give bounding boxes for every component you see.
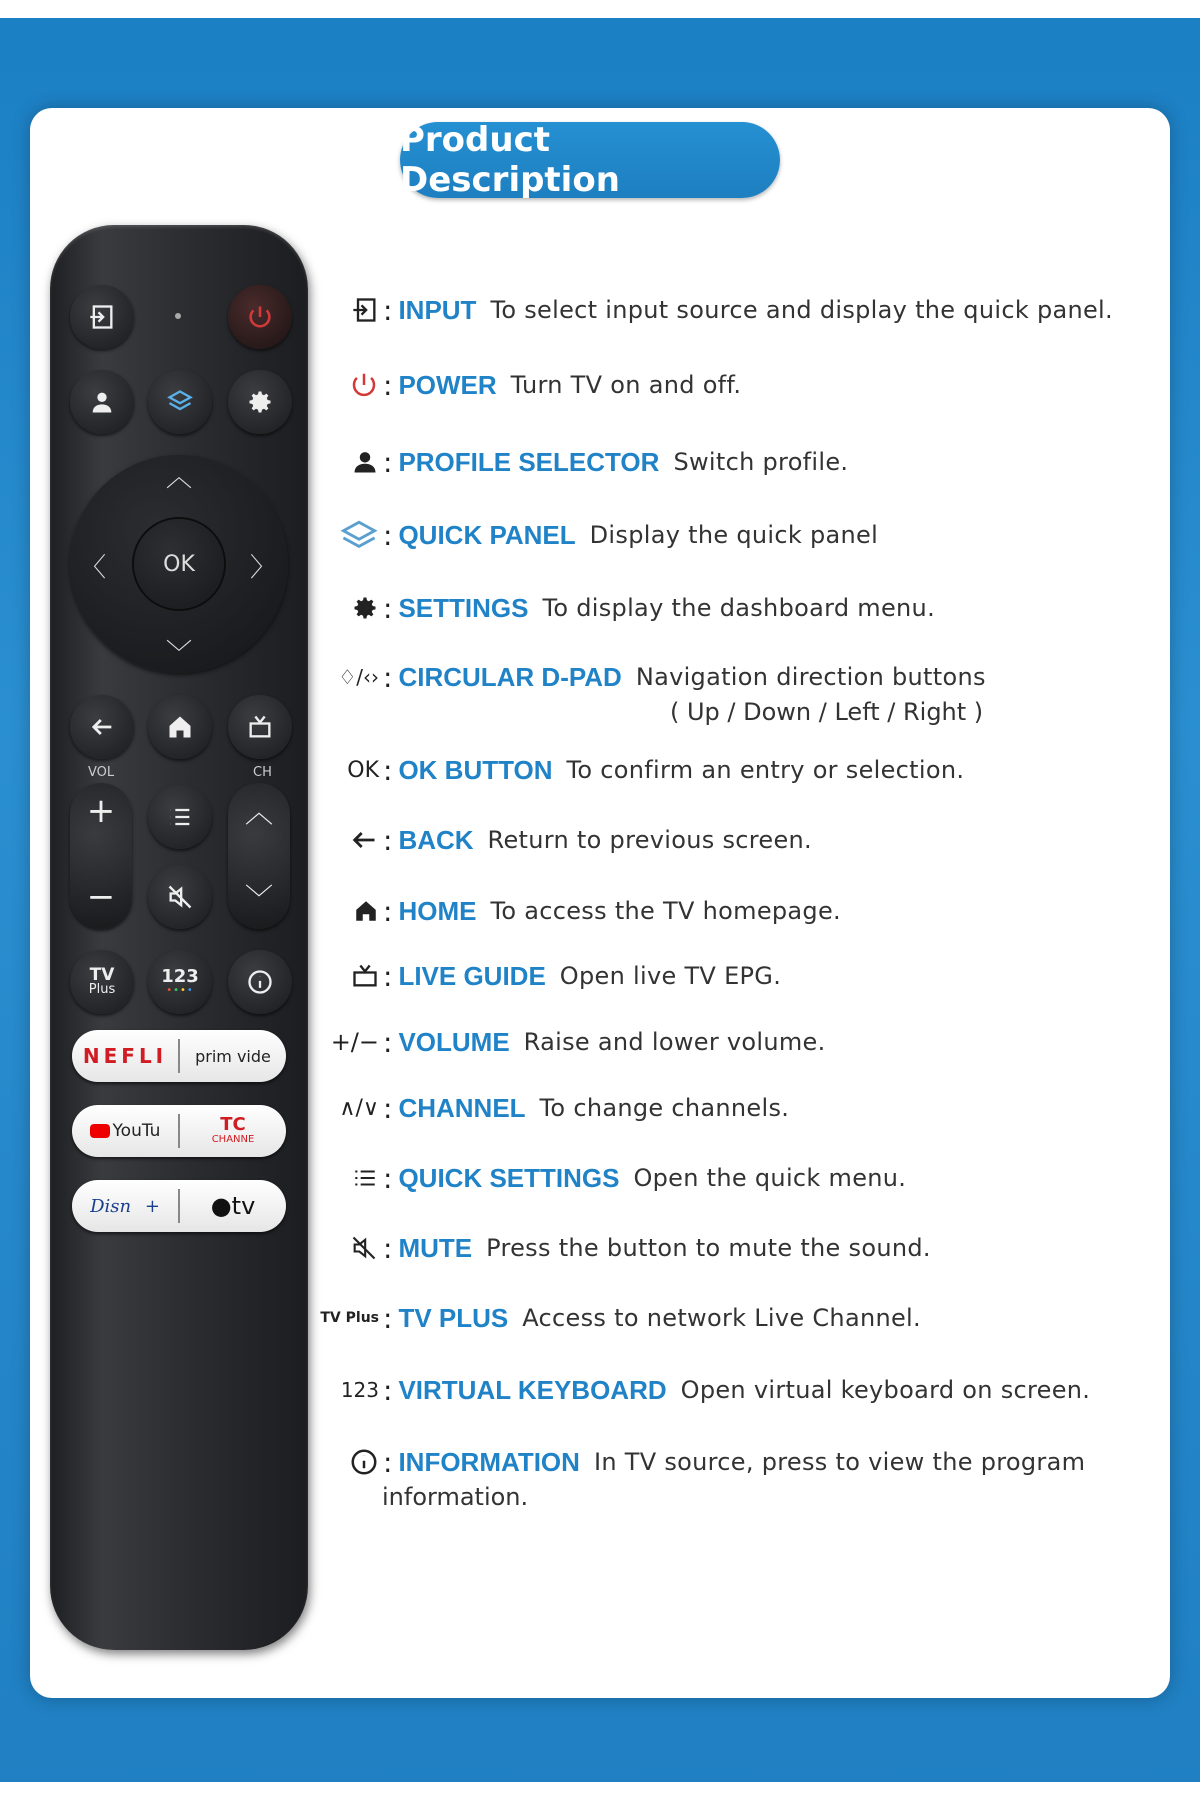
legend-row-ok: [325, 750, 964, 790]
info-icon: [246, 968, 274, 996]
remote-settings-button[interactable]: [228, 370, 292, 434]
colon: :: [383, 753, 393, 787]
legend-key: OK BUTTON: [398, 754, 553, 785]
legend-row-information: [325, 1442, 1085, 1482]
tvplus-top: TV: [89, 965, 115, 985]
dpad-symbol: ♢/‹›: [338, 665, 379, 689]
legend-row-back: [325, 820, 812, 860]
tv-guide-icon: [351, 962, 379, 990]
back-arrow-icon: [88, 713, 116, 741]
remote-input-button[interactable]: [70, 285, 134, 349]
legend-desc: Access to network Live Channel.: [522, 1304, 921, 1332]
channel-down-icon[interactable]: ﹀: [244, 882, 273, 915]
youtube-button[interactable]: [72, 1121, 178, 1141]
dpad-right-icon[interactable]: 〉: [250, 553, 277, 583]
tv-guide-icon: [246, 713, 274, 741]
legend-desc: To display the dashboard menu.: [542, 594, 935, 622]
remote-volume-rocker[interactable]: [70, 783, 132, 929]
input-icon: [351, 296, 379, 324]
remote-netflix-prime-button[interactable]: [72, 1030, 286, 1082]
disney-button[interactable]: [72, 1196, 178, 1217]
legend-desc: Switch profile.: [673, 448, 849, 476]
legend-row-profile: [325, 442, 848, 482]
colon: :: [383, 1161, 393, 1195]
legend-row-dpad: [325, 657, 986, 697]
remote-quick-settings-button[interactable]: [148, 785, 212, 849]
remote-back-button[interactable]: [70, 695, 134, 759]
remote-profile-button[interactable]: [70, 370, 134, 434]
disney-label: Disn: [90, 1195, 132, 1217]
remote-channel-rocker[interactable]: [228, 783, 290, 929]
legend-desc: To change channels.: [539, 1094, 790, 1122]
legend-desc: Open virtual keyboard on screen.: [680, 1376, 1091, 1404]
legend-key: PROFILE SELECTOR: [398, 446, 660, 477]
legend-desc: Navigation direction buttons: [635, 663, 986, 691]
netflix-label[interactable]: NEFLI: [82, 1044, 168, 1068]
legend-key: HOME: [398, 895, 477, 926]
mute-icon: [166, 883, 194, 911]
remote-ok-button[interactable]: OK: [134, 519, 224, 609]
tcl-label: TC: [220, 1114, 246, 1135]
apple-tv-label: tv: [231, 1192, 256, 1220]
keyboard-label: 123: [161, 966, 199, 987]
remote-youtube-tcl-button[interactable]: [72, 1105, 286, 1157]
top-border: [0, 0, 1200, 18]
profile-icon: [88, 388, 116, 416]
legend-key: INPUT: [398, 294, 477, 325]
vol-label: VOL: [88, 765, 115, 780]
quick-panel-icon: [166, 388, 194, 416]
legend-row-input: [325, 290, 1113, 330]
legend-key: SETTINGS: [398, 592, 529, 623]
ok-symbol: OK: [347, 757, 379, 783]
mute-icon: [349, 1234, 379, 1262]
color-dots: ••••: [166, 985, 194, 996]
legend-row-quick-settings: [325, 1158, 906, 1198]
bottom-border: [0, 1782, 1200, 1800]
volume-minus[interactable]: −: [86, 877, 116, 917]
tvplus-bottom: Plus: [88, 982, 116, 997]
channel-up-icon[interactable]: ︿: [244, 796, 273, 829]
tvplus-symbol: TV Plus: [320, 1310, 379, 1326]
remote-home-button[interactable]: [148, 695, 212, 759]
profile-icon: [351, 448, 379, 476]
tcl-channel-label: CHANNE: [211, 1134, 255, 1145]
volume-symbol: +/−: [330, 1028, 379, 1056]
dpad-down-icon[interactable]: ﹀: [166, 639, 193, 669]
colon: :: [383, 894, 393, 928]
legend-row-volume: [325, 1022, 826, 1062]
home-icon: [166, 713, 194, 741]
colon: :: [383, 660, 393, 694]
legend-row-mute: [325, 1228, 931, 1268]
legend-desc: Return to previous screen.: [487, 826, 812, 854]
legend-key: BACK: [398, 824, 474, 855]
colon: :: [383, 1231, 393, 1265]
legend-key: POWER: [398, 369, 497, 400]
legend-row-settings: [325, 588, 935, 628]
remote-disney-appletv-button[interactable]: [72, 1180, 286, 1232]
legend-key: QUICK PANEL: [398, 519, 576, 550]
list-icon: [351, 1165, 379, 1191]
input-icon: [88, 303, 116, 331]
legend-desc: To select input source and display the quick panel.: [490, 296, 1113, 324]
back-arrow-icon: [349, 826, 379, 854]
legend-key: TV PLUS: [398, 1302, 509, 1333]
gear-icon: [246, 388, 274, 416]
legend-row-power: [325, 365, 741, 405]
colon: :: [383, 518, 393, 552]
remote-keyboard-button[interactable]: [148, 950, 212, 1014]
legend-key: VOLUME: [398, 1026, 510, 1057]
power-icon: [349, 370, 379, 400]
remote-info-button[interactable]: [228, 950, 292, 1014]
gear-icon: [351, 594, 379, 622]
remote-guide-button[interactable]: [228, 695, 292, 759]
info-icon: [349, 1447, 379, 1477]
remote-tvplus-button[interactable]: [70, 950, 134, 1014]
legend-key: MUTE: [398, 1232, 473, 1263]
disney-plus: +: [144, 1195, 160, 1217]
colon: :: [383, 1025, 393, 1059]
remote-power-button[interactable]: [228, 285, 292, 349]
colon: :: [383, 1301, 393, 1335]
tcl-channel-button[interactable]: [180, 1116, 286, 1146]
apple-tv-button[interactable]: [180, 1192, 286, 1220]
legend-desc: Press the button to mute the sound.: [486, 1234, 931, 1262]
list-icon: [166, 803, 194, 831]
legend-key: LIVE GUIDE: [398, 960, 546, 991]
legend-desc: Turn TV on and off.: [510, 371, 742, 399]
colon: :: [383, 1373, 393, 1407]
legend-key: CIRCULAR D-PAD: [398, 661, 622, 692]
legend-row-live-guide: [325, 956, 781, 996]
colon: :: [383, 1091, 393, 1125]
prime-label[interactable]: prim vide: [195, 1046, 271, 1066]
colon: :: [383, 591, 393, 625]
remote-mic-dots: [175, 313, 181, 319]
dpad-up-icon[interactable]: ︿: [166, 463, 193, 493]
home-icon: [353, 898, 379, 924]
colon: :: [383, 293, 393, 327]
legend-desc: To access the TV homepage.: [490, 897, 841, 925]
colon: :: [383, 959, 393, 993]
remote-mute-button[interactable]: [148, 865, 212, 929]
legend-key: CHANNEL: [398, 1092, 526, 1123]
legend-row-quick-panel: [325, 515, 878, 555]
title-badge: Product Description: [400, 122, 780, 198]
colon: :: [383, 368, 393, 402]
legend-desc: Open the quick menu.: [633, 1164, 907, 1192]
colon: :: [383, 445, 393, 479]
apple-icon: ●: [210, 1192, 232, 1220]
volume-plus[interactable]: +: [86, 791, 116, 831]
legend-key: INFORMATION: [398, 1446, 580, 1477]
channel-symbol: ∧/∨: [339, 1095, 379, 1121]
power-icon: [246, 303, 274, 331]
colon: :: [383, 1445, 393, 1479]
youtube-label: YouTu: [112, 1121, 161, 1141]
colon: :: [383, 823, 393, 857]
legend-row-tv-plus: [320, 1298, 921, 1338]
ch-label: CH: [253, 765, 272, 780]
legend-desc-line2: information.: [382, 1483, 529, 1511]
remote-dpad[interactable]: [70, 455, 288, 673]
dpad-left-icon[interactable]: 〈: [80, 553, 107, 583]
legend-key: QUICK SETTINGS: [398, 1162, 620, 1193]
legend-desc: In TV source, press to view the program: [593, 1448, 1086, 1476]
remote-quick-panel-button[interactable]: [148, 370, 212, 434]
legend-row-home: [325, 891, 841, 931]
legend-desc: To confirm an entry or selection.: [566, 756, 965, 784]
legend-desc: Open live TV EPG.: [559, 962, 782, 990]
keyboard-symbol: 123: [340, 1378, 379, 1402]
quick-panel-icon: [339, 518, 379, 552]
youtube-play-icon: [90, 1124, 110, 1138]
legend-desc: Display the quick panel: [589, 521, 879, 549]
legend-row-channel: [325, 1088, 789, 1128]
legend-desc: Raise and lower volume.: [523, 1028, 826, 1056]
legend-key: VIRTUAL KEYBOARD: [398, 1374, 667, 1405]
remote-control: [50, 225, 308, 1650]
legend-row-virtual-keyboard: [325, 1370, 1090, 1410]
legend-desc-line2: ( Up / Down / Left / Right ): [670, 698, 984, 726]
